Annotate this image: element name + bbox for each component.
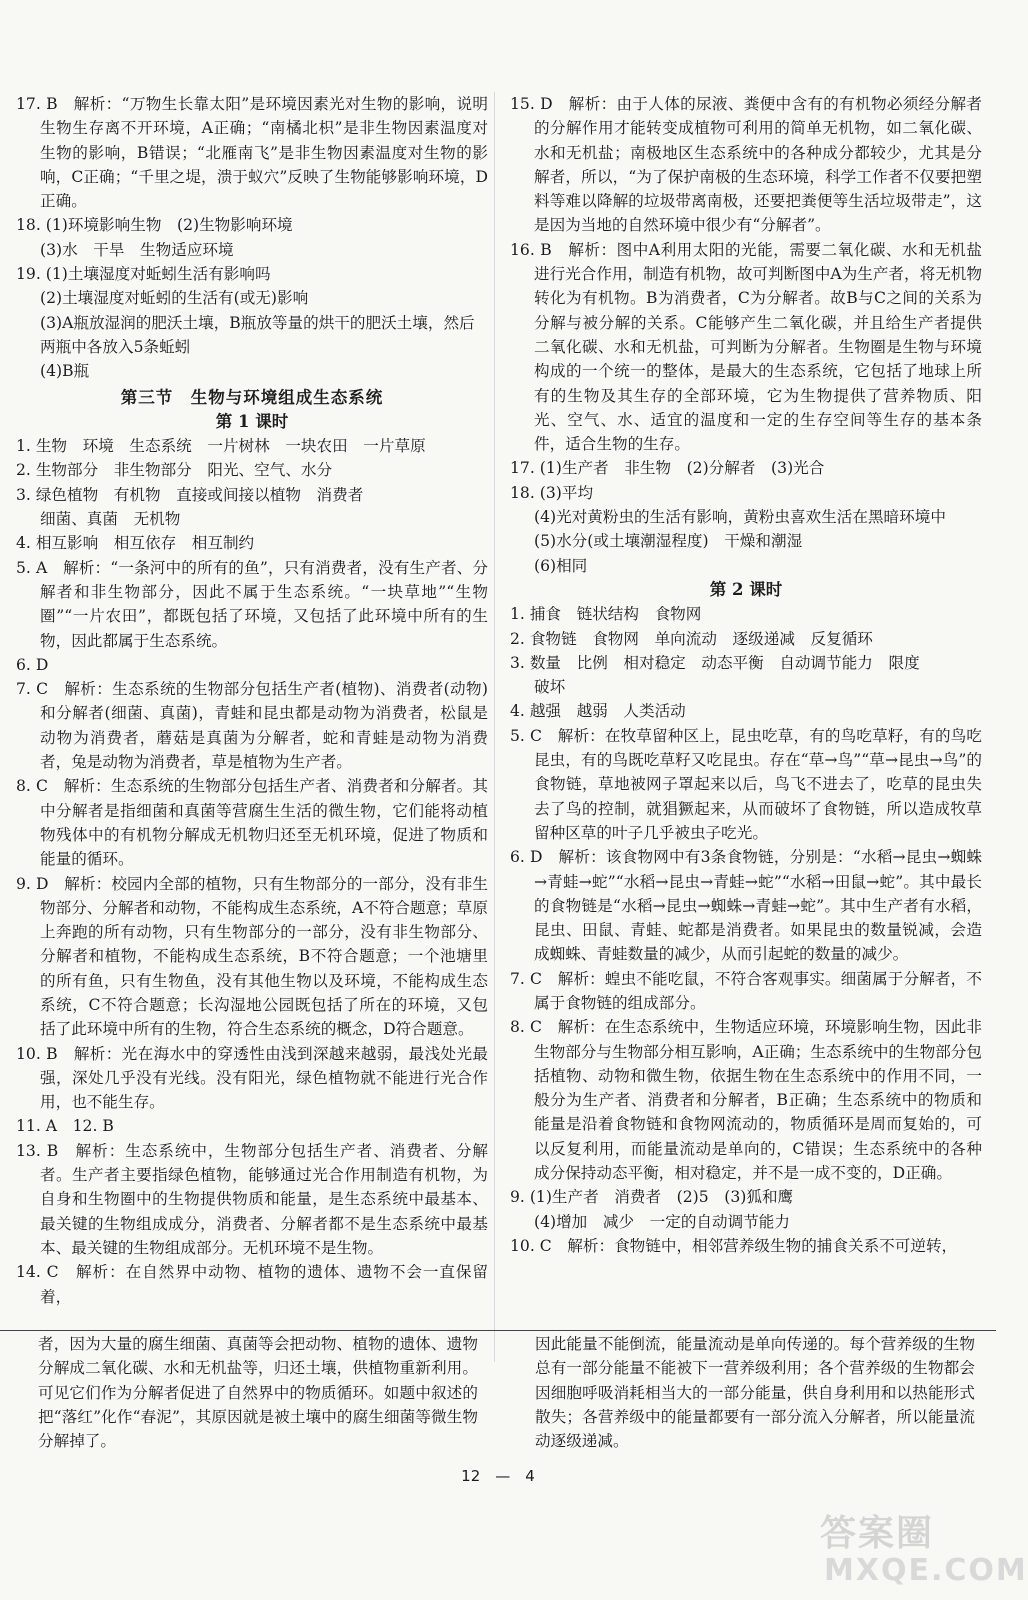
watermark: [820, 1505, 1028, 1595]
page-number: 12 — 4: [461, 1467, 535, 1485]
answer-item: 18. (1)环境影响生物 (2)生物影响环境: [16, 216, 293, 235]
answer-item: 15. D 解析：由于人体的尿液、粪便中含有的有机物必须经分解者的分解作用才能转变成植物可利用的简单无机物，如二氧化碳、水和无机盐；南极地区生态系统中的各种成分都较少，尤其是分解者，所以，“为了保护南极的生态环境，科学工作者不仅要把塑料等难以降解的垃圾带离南极，还要把粪便等生活垃圾带走”，这是因为当地的自然环境中很少有“分解者”。: [510, 95, 982, 235]
answer-item: 4. 越强 越弱 人类活动: [510, 702, 686, 721]
answer-item: 14. C 解析：在自然界中动物、植物的遗体、遗物不会一直保留着，: [16, 1263, 488, 1306]
answer-subline: (2)土壤湿度对蚯蚓的生活有(或无)影响: [40, 289, 309, 308]
lesson-1-answer-list: [16, 434, 488, 1309]
answer-item: 17. B 解析：“万物生长靠太阳”是环境因素光对生物的影响，说明生物生存离不开环境，A正确；“南橘北枳”是非生物因素温度对生物的影响，B错误；“北雁南飞”是非生物因素温度对生物的影响，C正确；“千里之堤，溃于蚁穴”反映了生物能够影响环境，D正确。: [16, 95, 488, 211]
right-column: [510, 92, 982, 1258]
answer-item: 8. C 解析：生态系统的生物部分包括生产者、消费者和分解者。其中分解者是指细菌和真菌等营腐生生活的微生物，它们能将动植物残体中的有机物分解成无机物归还至无机环境，促进了物质和能量的循环。: [16, 777, 488, 869]
answer-item: 4. 相互影响 相互依存 相互制约: [16, 534, 255, 553]
answer-item: 2. 食物链 食物网 单向流动 逐级递减 反复循环: [510, 629, 873, 648]
lesson-2-title: 第 2 课时: [709, 579, 783, 599]
answer-item: 17. (1)生产者 非生物 (2)分解者 (3)光合: [510, 459, 825, 478]
answer-item: 8. C 解析：在生态系统中，生物适应环境，环境影响生物，因此非生物部分与生物部分相互影响，A正确；生态系统中的生物部分包括植物、动物和微生物，依据生物在生态系统中的作用不同，一般分为生产者、消费者和分解者，B正确；生态系统中的物质和能量是沿着食物链和食物网流动的，物质循环是周而复始的，可以反复利用，而能量流动是单向的，C错误；生态系统中的各种成分保持动态平衡，相对稳定，并不是一成不变的，D正确。: [510, 1018, 982, 1183]
answer-item: 11. A 12. B: [16, 1117, 114, 1136]
answer-item: 19. (1)土壤湿度对蚯蚓生活有影响吗: [16, 265, 271, 284]
answer-item: 16. B 解析：图中A利用太阳的光能，需要二氧化碳、水和无机盐进行光合作用，制造有机物，故可判断图中A为生产者，将无机物转化为有机物。B为消费者，C为分解者。故B与C之间的关系为分解与被分解的关系。C能够产生二氧化碳，并且给生产者提供二氧化碳、水和无机盐，可判断为分解者。生物圈是生物与环境构成的一个统一的整体，是最大的生态系统，它包括了地球上所有的生物及其生存的全部环境，它为生物提供了营养物质、阳光、空气、水、适宜的温度和一定的生存空间等生存的基本条件，适合生物的生存。: [510, 240, 982, 454]
answer-item: 13. B 解析：生态系统中，生物部分包括生产者、消费者、分解者。生产者主要指绿色植物，能够通过光合作用制造有机物，为自身和生物圈中的生物提供物质和能量，是生态系统中最基本、最关键的生物组成成分，消费者、分解者都不是生态系统中最基本、最关键的生物组成部分。无机环境不是生物。: [16, 1141, 488, 1257]
answer-subline: 细菌、真菌 无机物: [40, 510, 181, 529]
answer-item: 7. C 解析：生态系统的生物部分包括生产者(植物)、消费者(动物)和分解者(细菌、真菌)，青蛙和昆虫都是动物为消费者，松鼠是动物为消费者，蘑菇是真菌为分解者，蛇和青蛙是动物为消费者，兔是动物为消费者，草是植物为生产者。: [16, 680, 488, 772]
left-answer-list: [16, 92, 488, 384]
answer-subline: (4)增加 减少 一定的自动调节能力: [534, 1212, 790, 1231]
continuation-10: 因此能量不能倒流，能量流动是单向传递的。每个营养级的生物总有一部分能量不能被下一营养级利用；各个营养级的生物都会因细胞呼吸消耗相当大的一部分能量，供自身利用和以热能形式散失；各营养级中的能量都要有一部分流入分解者，所以能量流动逐级递减。: [535, 1335, 975, 1451]
answer-item: 9. (1)生产者 消费者 (2)5 (3)狐和鹰: [510, 1188, 794, 1207]
section-title: 第三节 生物与环境组成生态系统: [120, 387, 384, 407]
answer-subline: 破坏: [534, 678, 566, 697]
lesson-2-answer-list: [510, 602, 982, 1258]
lesson-1-title: 第 1 课时: [215, 411, 289, 431]
answer-subline: (3)A瓶放湿润的肥沃土壤，B瓶放等量的烘干的肥沃土壤，然后两瓶中各放入5条蚯蚓: [40, 313, 475, 356]
watermark-url: MXQE.COM: [824, 1553, 1028, 1588]
answer-item: 1. 捕食 链状结构 食物网: [510, 605, 702, 624]
answer-subline: (3)水 干旱 生物适应环境: [40, 240, 234, 259]
answer-item: 3. 数量 比例 相对稳定 动态平衡 自动调节能力 限度: [510, 653, 920, 672]
answer-item: 3. 绿色植物 有机物 直接或间接以植物 消费者: [16, 485, 364, 504]
left-column: [16, 92, 488, 1309]
answer-item: 18. (3)平均: [510, 483, 594, 502]
answer-subline: (6)相同: [534, 556, 588, 575]
answer-item: 10. C 解析：食物链中，相邻营养级生物的捕食关系不可逆转，: [510, 1236, 958, 1255]
answer-item: 9. D 解析：校园内全部的植物，只有生物部分的一部分，没有非生物部分、分解者和动物，不能构成生态系统，A不符合题意；草原上奔跑的所有动物，只有生物部分的一部分，没有非生物部分、分解者和植物，不能构成生态系统，B不符合题意；一个池塘里的所有鱼，只有生物鱼，没有其他生物以及环境，不能构成生态系统，C不符合题意；长沟湿地公园既包括了所在的环境，又包括了此环境中所有的生物，符合生态系统的概念，D符合题意。: [16, 874, 488, 1039]
answer-item: 1. 生物 环境 生态系统 一片树林 一块农田 一片草原: [16, 437, 426, 456]
answer-subline: (4)光对黄粉虫的生活有影响，黄粉虫喜欢生活在黑暗环境中: [534, 508, 946, 527]
answer-subline: (4)B瓶: [40, 362, 90, 381]
answer-subline: (5)水分(或土壤潮湿程度) 干燥和潮湿: [534, 532, 803, 551]
answer-item: 5. C 解析：在牧草留种区上，昆虫吃草，有的鸟吃草籽，有的鸟吃昆虫，有的鸟既吃草籽又吃昆虫。存在“草→鸟”“草→昆虫→鸟”的食物链，草地被网子罩起来以后，鸟飞不进去了，吃草的昆虫失去了鸟的控制，就猖獗起来，从而破坏了食物链，所以造成牧草留种区草的叶子几乎被虫子吃光。: [510, 726, 982, 842]
answer-item: 10. B 解析：光在海水中的穿透性由浅到深越来越弱，最浅处光最强，深处几乎没有光线。没有阳光，绿色植物就不能进行光合作用，也不能生存。: [16, 1044, 488, 1112]
watermark-logo: 答案圈: [820, 1513, 935, 1554]
answer-item: 6. D: [16, 655, 49, 674]
right-answer-list: [510, 92, 982, 578]
answer-item: 5. A 解析：“一条河中的所有的鱼”，只有消费者，没有生产者、分解者和非生物部分，因此不属于生态系统。“一块草地”“生物圈”“一片农田”，都既包括了环境，又包括了此环境中所有的生物，因此都属于生态系统。: [16, 558, 488, 650]
continuation-14: 者，因为大量的腐生细菌、真菌等会把动物、植物的遗体、遗物分解成二氧化碳、水和无机盐等，归还土壤，供植物重新利用。可见它们作为分解者促进了自然界中的物质循环。如题中叙述的把“落红”化作“春泥”，其原因就是被土壤中的腐生细菌等微生物分解掉了。: [38, 1335, 478, 1451]
column-divider: [494, 92, 495, 1362]
answer-item: 2. 生物部分 非生物部分 阳光、空气、水分: [16, 461, 333, 480]
bottom-rule: [0, 1330, 996, 1331]
answer-item: 7. C 解析：蝗虫不能吃鼠，不符合客观事实。细菌属于分解者，不属于食物链的组成部分。: [510, 969, 982, 1012]
answer-item: 6. D 解析：该食物网中有3条食物链，分别是：“水稻→昆虫→蜘蛛→青蛙→蛇”“水稻→昆虫→青蛙→蛇”“水稻→田鼠→蛇”。其中最长的食物链是“水稻→昆虫→蜘蛛→青蛙→蛇”。其中生产者有水稻，昆虫、田鼠、青蛙、蛇都是消费者。如果昆虫的数量锐减，会造成蜘蛛、青蛙数量的减少，从而引起蛇的数量的减少。: [510, 848, 982, 964]
